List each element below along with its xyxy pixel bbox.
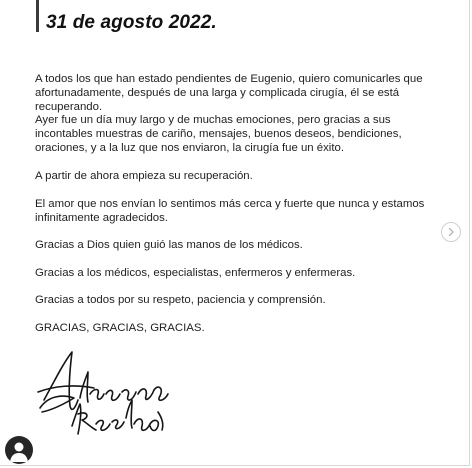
paragraph: A todos los que han estado pendientes de Eugenio, quiero comunicarles que afortunadamente, después de una larga y complicada cirugía, él se está recuperando. [35, 73, 423, 113]
paragraph: Ayer fue un día muy largo y de muchas emociones, pero gracias a sus incontables muestras de cariño, mensajes, buenos deseos, bendiciones, oraciones, y a la luz que nos enviaron, la cirugía fue un éxito. [35, 114, 402, 154]
handwritten-signature [34, 348, 174, 438]
paragraph: GRACIAS, GRACIAS, GRACIAS. [35, 322, 205, 334]
paragraph: El amor que nos envían lo sentimos más cerca y fuerte que nunca y estamos infinitamente agradecidos. [35, 198, 425, 224]
paragraph: A partir de ahora empieza su recuperación. [35, 170, 253, 182]
date-accent-bar [36, 0, 39, 32]
letter-date: 31 de agosto 2022. [46, 12, 217, 33]
paragraph: Gracias a Dios quien guió las manos de los médicos. [35, 239, 303, 251]
chevron-right-icon [446, 227, 456, 237]
user-avatar-icon[interactable] [5, 436, 33, 464]
next-image-button[interactable] [441, 222, 461, 242]
paragraph: Gracias a todos por su respeto, paciencia y comprensión. [35, 294, 326, 306]
paragraph: Gracias a los médicos, especialistas, enfermeros y enfermeras. [35, 267, 356, 279]
